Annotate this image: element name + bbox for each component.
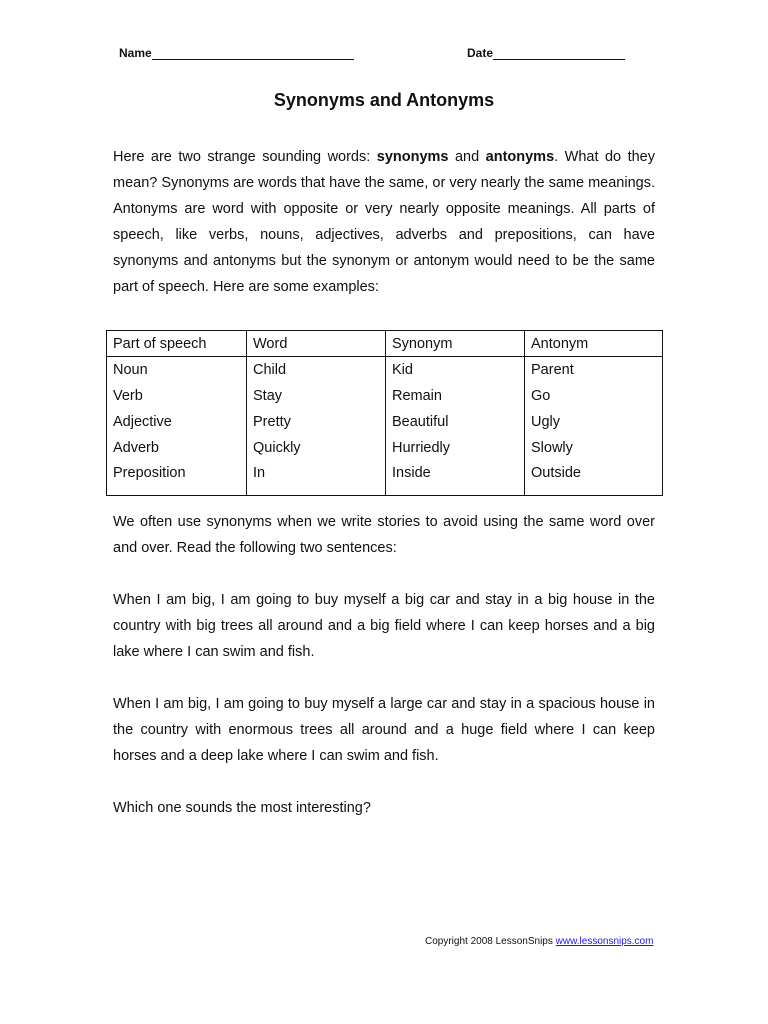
lessonsnips-link[interactable]: www.lessonsnips.com <box>555 936 654 947</box>
intro-paragraph <box>113 144 655 300</box>
header-row <box>0 46 768 66</box>
table-row <box>107 383 663 409</box>
name-blank-line <box>152 47 354 60</box>
table-cell: Parent <box>525 357 663 384</box>
table-header-cell: Synonym <box>386 331 525 357</box>
table-cell: Remain <box>386 383 525 409</box>
table-cell: Kid <box>386 357 525 384</box>
date-label: Date <box>467 46 494 60</box>
name-label: Name <box>119 46 152 60</box>
table-cell: Stay <box>247 383 386 409</box>
intro-text-1: Here are two strange sounding words: <box>113 149 377 165</box>
intro-text-3: . What do they mean? Synonyms are words that have the same, or very nearly the same meanings. Antonyms are word with opposite or very nearly opposite meanings. All parts of speech, like verbs, nouns, adjectives, adverbs and prepositions, can have synonyms and antonyms but the synonym or antonym would need to be the same part of speech. Here are some examples: <box>113 149 655 295</box>
table-row <box>107 357 663 384</box>
date-blank-line <box>493 47 625 60</box>
table-cell: Verb <box>107 383 247 409</box>
table-cell: Adjective <box>107 409 247 435</box>
name-field <box>119 46 354 60</box>
table-row <box>107 435 663 461</box>
page-title: Synonyms and Antonyms <box>273 90 495 110</box>
table-cell: Adverb <box>107 435 247 461</box>
table-row <box>107 409 663 435</box>
intro-bold-antonyms: antonyms <box>485 149 555 165</box>
date-field <box>467 46 625 60</box>
synonyms-usage-paragraph: We often use synonyms when we write stories to avoid using the same word over and over. Read the following two sentences: <box>113 514 655 556</box>
table-header-cell: Part of speech <box>107 331 247 357</box>
table-header-cell: Word <box>247 331 386 357</box>
intro-bold-synonyms: synonyms <box>376 149 449 165</box>
table-cell: Child <box>247 357 386 384</box>
question-paragraph: Which one sounds the most interesting? <box>113 800 371 816</box>
table-cell: Hurriedly <box>386 435 525 461</box>
footer <box>425 936 653 947</box>
example-sentence-1: When I am big, I am going to buy myself a big car and stay in a big house in the country with big trees all around and a big field where I can keep horses and a big lake where I can swim and fish. <box>113 592 655 660</box>
table-cell: Ugly <box>525 409 663 435</box>
example-sentence-2: When I am big, I am going to buy myself a large car and stay in a spacious house in the country with enormous trees all around and a huge field where I can keep horses and a deep lake where I can swim and fish. <box>113 696 655 764</box>
table-cell: Quickly <box>247 435 386 461</box>
table-header-cell: Antonym <box>525 331 663 357</box>
table-cell: In <box>247 461 386 496</box>
table-cell: Inside <box>386 461 525 496</box>
copyright-text: Copyright 2008 LessonSnips <box>425 936 556 947</box>
table-row <box>107 461 663 496</box>
table-cell: Pretty <box>247 409 386 435</box>
table-cell: Go <box>525 383 663 409</box>
table-cell: Beautiful <box>386 409 525 435</box>
table-cell: Preposition <box>107 461 247 496</box>
table-cell: Slowly <box>525 435 663 461</box>
table-cell: Outside <box>525 461 663 496</box>
examples-table <box>106 330 663 496</box>
table-header-row <box>107 331 663 357</box>
intro-text-2: and <box>448 149 486 165</box>
table-cell: Noun <box>107 357 247 384</box>
